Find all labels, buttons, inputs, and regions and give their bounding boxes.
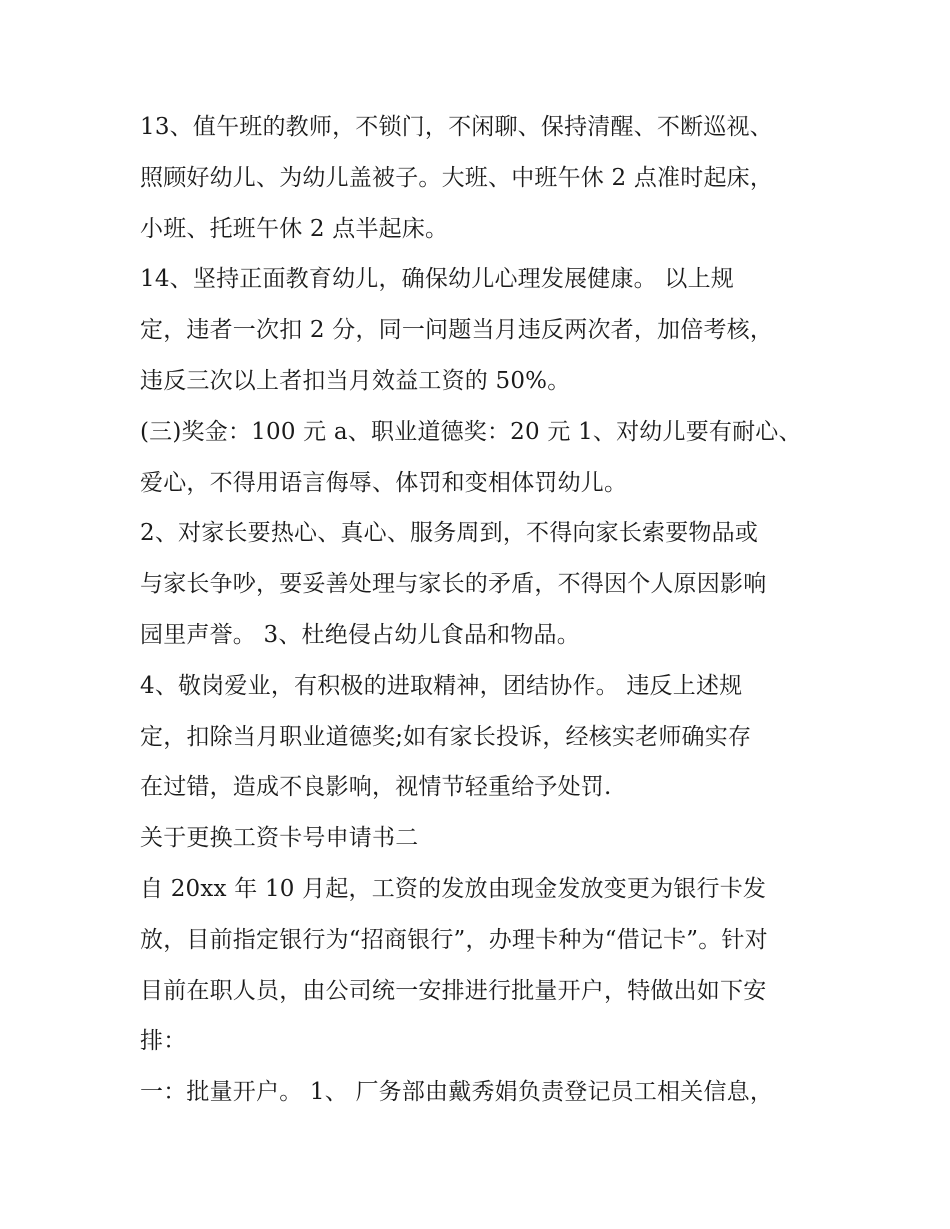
text-line: 2、对家长要热心、真心、服务周到，不得向家长索要物品或 (140, 520, 759, 547)
text-line: 放，目前指定银行为“招商银行”，办理卡种为“借记卡”。针对 (140, 926, 768, 953)
text-line: 13、值午班的教师，不锁门，不闲聊、保持清醒、不断巡视、 (140, 114, 773, 140)
text-line: 小班、托班午休 2 点半起床。 (140, 215, 449, 242)
text-line: 定，违者一次扣 2 分，同一问题当月违反两次者，加倍考核， (140, 317, 774, 344)
section-heading: 关于更换工资卡号申请书二 (140, 825, 419, 852)
text-line: 自 20xx 年 10 月起，工资的发放由现金发放变更为银行卡发 (140, 875, 767, 902)
text-line: 违反三次以上者扣当月效益工资的 50%。 (140, 367, 571, 394)
document-body (140, 102, 830, 1118)
text-line: 排： (140, 1028, 187, 1055)
text-line: 园里声誉。 3、杜绝侵占幼儿食品和物品。 (140, 621, 580, 648)
text-line: 爱心，不得用语言侮辱、体罚和变相体罚幼儿。 (140, 469, 628, 496)
text-line: 14、坚持正面教育幼儿，确保幼儿心理发展健康。 以上规 (140, 266, 734, 293)
text-line: 定，扣除当月职业道德奖;如有家长投诉，经核实老师确实存 (140, 723, 752, 750)
text-line: (三)奖金：100 元 a、职业道德奖：20 元 1、对幼儿要有耐心、 (140, 418, 802, 445)
text-line: 与家长争吵，要妥善处理与家长的矛盾，不得因个人原因影响 (140, 571, 767, 598)
text-line: 照顾好幼儿、为幼儿盖被子。大班、中班午休 2 点准时起床， (140, 164, 774, 191)
text-line: 目前在职人员，由公司统一安排进行批量开户，特做出如下安 (140, 977, 767, 1004)
text-line: 在过错，造成不良影响，视情节轻重给予处罚. (140, 774, 612, 801)
text-line: 4、敬岗爱业，有积极的进取精神，团结协作。 违反上述规 (140, 672, 743, 699)
text-line: 一：批量开户。 1、 厂务部由戴秀娟负责登记员工相关信息， (140, 1079, 774, 1106)
